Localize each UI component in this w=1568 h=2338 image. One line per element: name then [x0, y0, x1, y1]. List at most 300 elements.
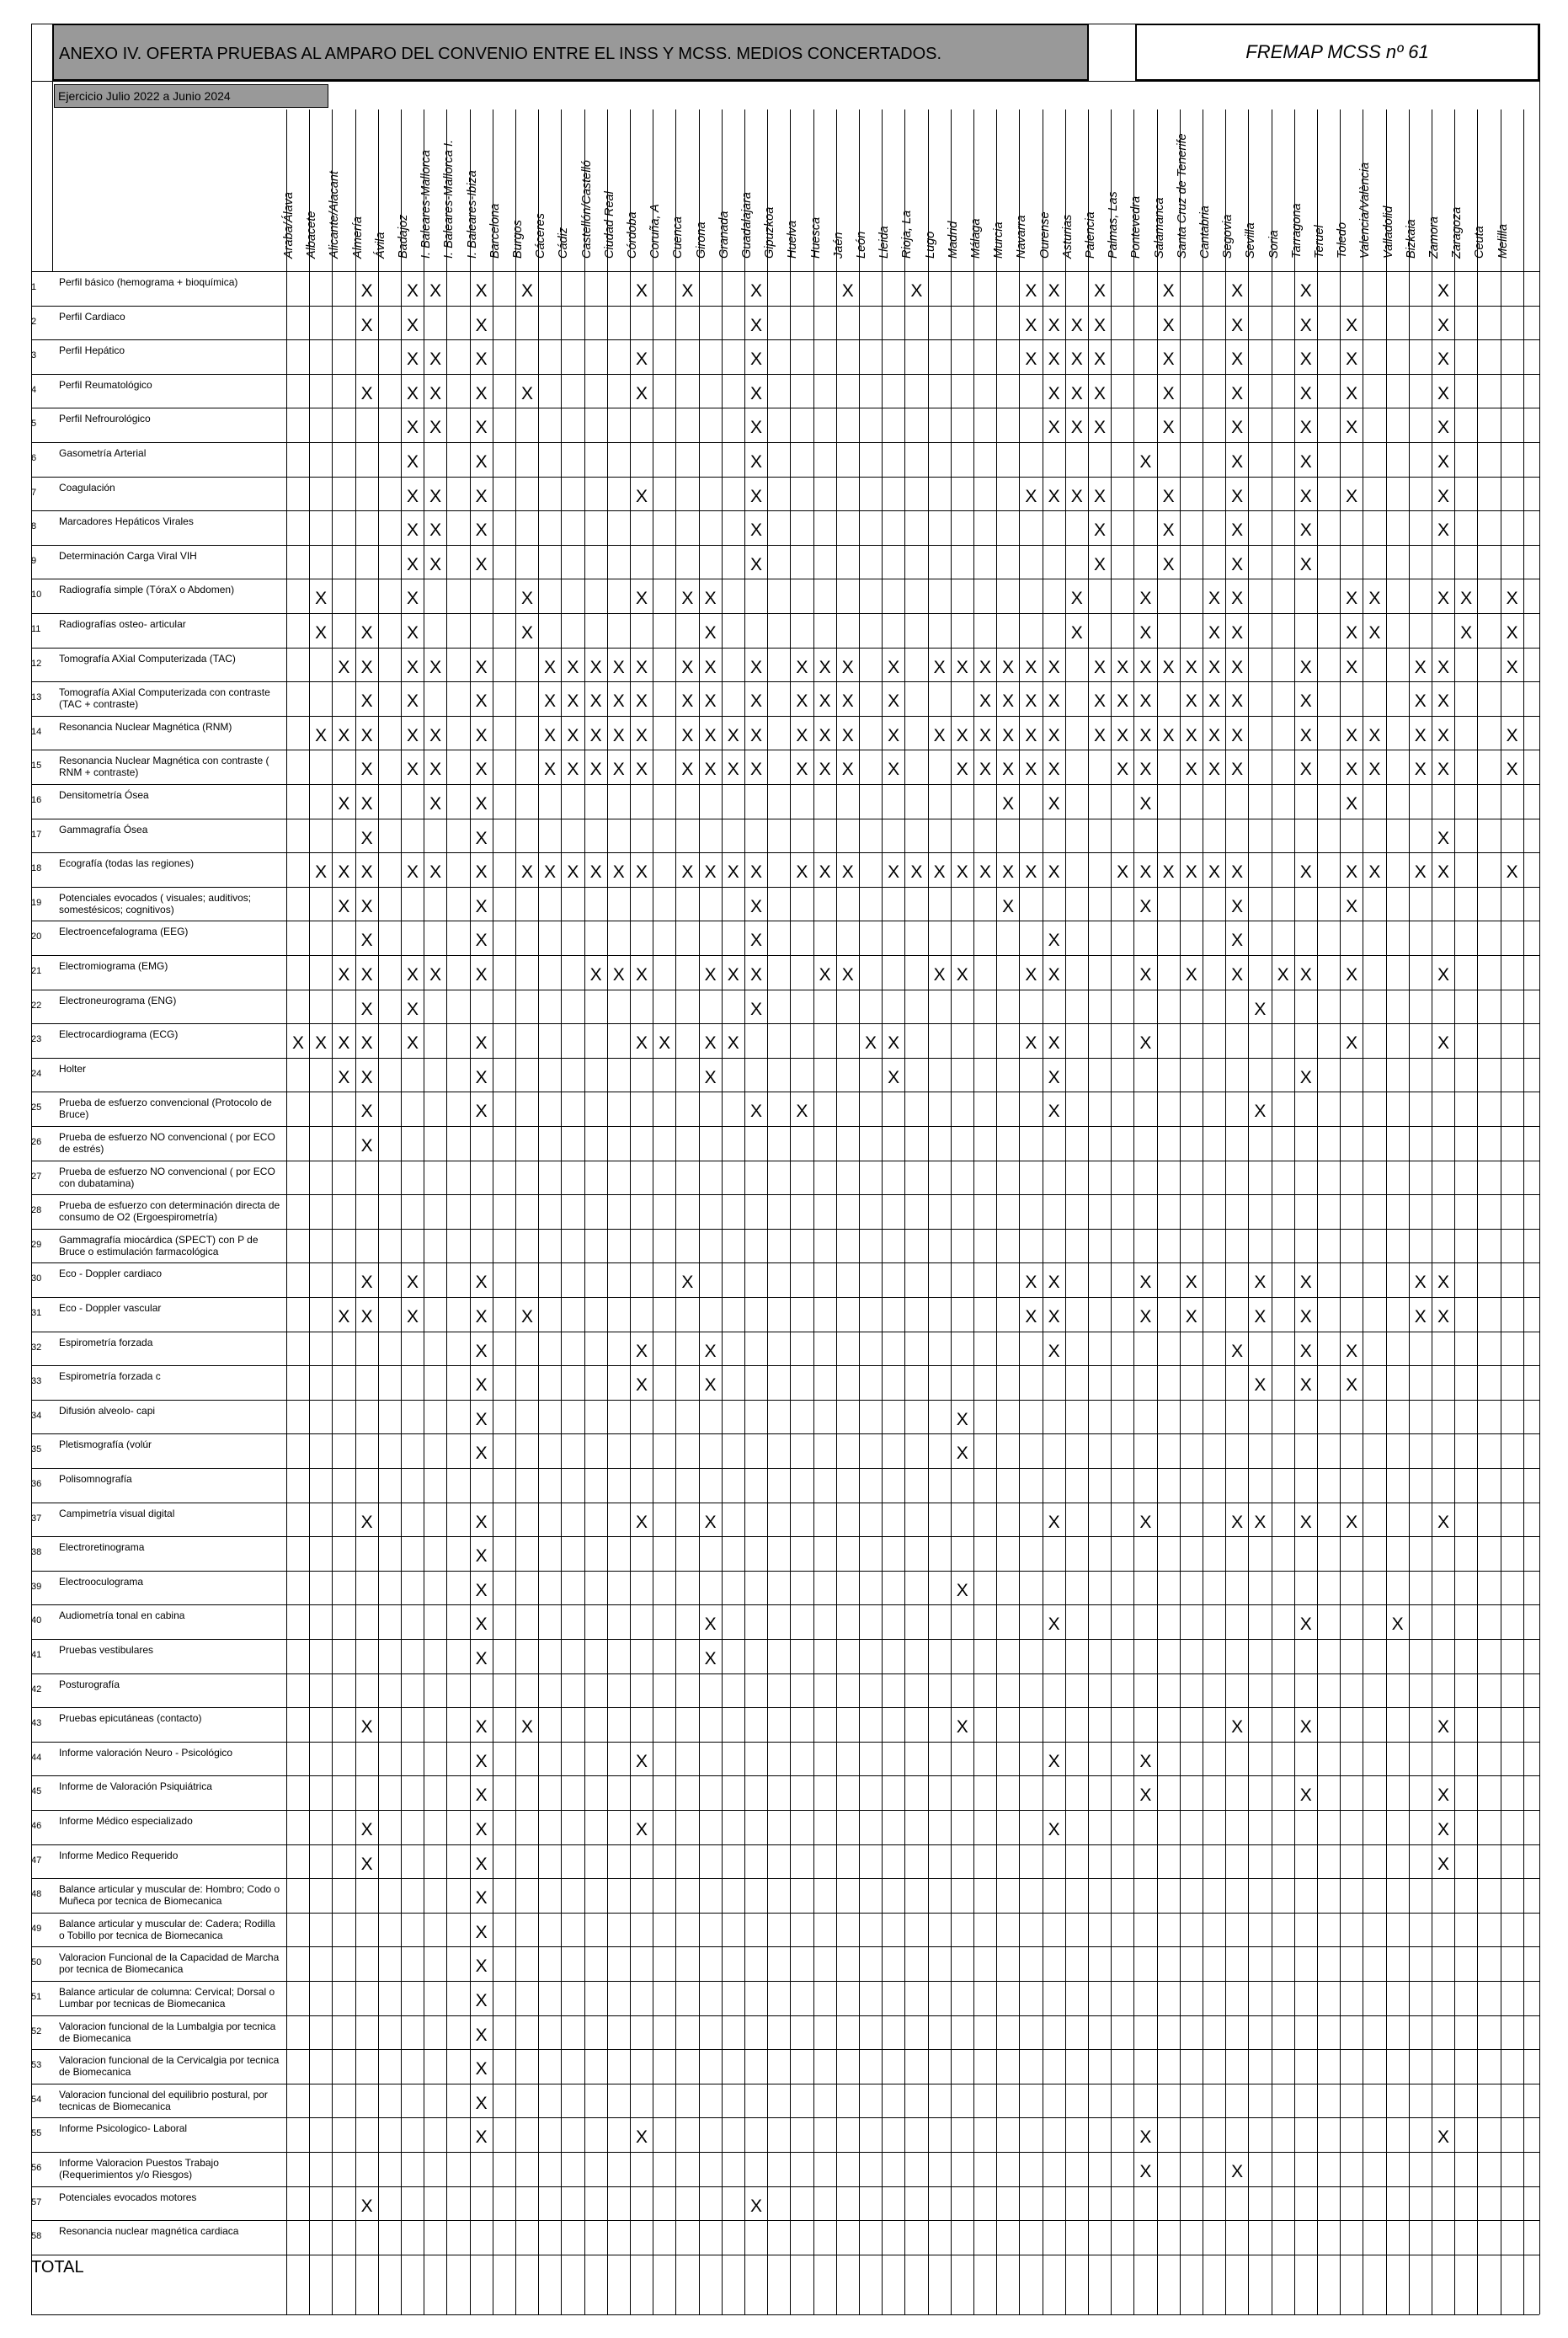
province-name: Guadalajara [740, 192, 754, 259]
province-col-line [1065, 109, 1066, 2314]
offer-mark: X [589, 760, 602, 780]
offer-mark: X [1299, 1273, 1312, 1293]
offer-mark: X [1231, 657, 1244, 677]
offer-mark: X [1231, 486, 1244, 506]
offer-mark: X [1254, 1512, 1267, 1532]
row-label: Resonancia Nuclear Magnética con contraste ( RNM + contraste) [59, 755, 269, 779]
province-name: Ceuta [1473, 226, 1487, 259]
offer-mark: X [1208, 623, 1220, 643]
row-number: 57 [31, 2197, 42, 2207]
table-row-line [31, 681, 1539, 682]
offer-mark: X [406, 725, 419, 745]
offer-mark: X [338, 965, 350, 985]
offer-mark: X [475, 383, 488, 403]
offer-mark: X [429, 520, 442, 541]
offer-mark: X [520, 281, 533, 301]
table-row-line [31, 1023, 1539, 1024]
offer-mark: X [956, 965, 968, 985]
row-number: 56 [31, 2163, 42, 2173]
table-row-line [31, 1810, 1539, 1811]
offer-mark: X [1299, 1615, 1312, 1635]
offer-mark: X [1139, 2162, 1152, 2181]
offer-mark: X [1346, 657, 1358, 677]
row-label: Perfil Hepático [59, 344, 125, 357]
offer-mark: X [1231, 2162, 1244, 2181]
offer-mark: X [475, 1922, 488, 1942]
offer-mark: X [406, 418, 419, 438]
offer-mark: X [1093, 350, 1106, 370]
offer-mark: X [1346, 383, 1358, 403]
offer-mark: X [589, 725, 602, 745]
row-label: Espirometría forzada c [59, 1370, 161, 1383]
period-label: Ejercicio Julio 2022 a Junio 2024 [54, 84, 328, 108]
offer-mark: X [360, 1512, 373, 1532]
row-number: 18 [31, 863, 42, 874]
offer-mark: X [520, 589, 533, 609]
offer-mark: X [315, 862, 328, 883]
province-col-line [1248, 109, 1249, 2314]
row-number: 30 [31, 1273, 42, 1284]
offer-mark: X [1185, 1273, 1197, 1293]
offer-mark: X [360, 1102, 373, 1122]
table-row-line [31, 510, 1539, 511]
row-number: 33 [31, 1376, 42, 1387]
offer-mark: X [338, 657, 350, 677]
table-row-line [31, 1126, 1539, 1127]
offer-mark: X [1070, 589, 1083, 609]
province-col-line [1386, 109, 1387, 2314]
offer-mark: X [1093, 383, 1106, 403]
offer-mark: X [1346, 418, 1358, 438]
row-number: 25 [31, 1102, 42, 1113]
row-number: 3 [31, 350, 37, 361]
offer-mark: X [1139, 589, 1152, 609]
offer-mark: X [1185, 691, 1197, 712]
offer-mark: X [475, 1820, 488, 1839]
offer-mark: X [360, 315, 373, 335]
offer-mark: X [1162, 383, 1175, 403]
offer-mark: X [1117, 691, 1129, 712]
row-number: 15 [31, 761, 42, 771]
offer-mark: X [1025, 691, 1037, 712]
province-name: Valencia/València [1358, 162, 1373, 259]
offer-mark: X [475, 520, 488, 541]
offer-mark: X [475, 1717, 488, 1737]
offer-mark: X [360, 725, 373, 745]
offer-mark: X [1506, 623, 1518, 643]
offer-mark: X [1414, 725, 1427, 745]
offer-mark: X [1048, 1615, 1060, 1635]
offer-mark: X [1231, 520, 1244, 541]
offer-mark: X [1048, 691, 1060, 712]
province-col-line [1180, 109, 1181, 2314]
offer-mark: X [315, 589, 328, 609]
offer-mark: X [1162, 418, 1175, 438]
province-name: Soria [1267, 230, 1281, 259]
row-label: Pletismografía (volúr [59, 1439, 152, 1451]
row-number: 4 [31, 384, 37, 395]
province-name: Cádiz [557, 227, 571, 259]
province-name: Cáceres [534, 213, 548, 259]
offer-mark: X [360, 1854, 373, 1874]
table-row-line [31, 1058, 1539, 1059]
offer-mark: X [727, 862, 739, 883]
table-row-line [31, 1365, 1539, 1366]
offer-mark: X [429, 486, 442, 506]
row-number: 21 [31, 966, 42, 976]
offer-mark: X [681, 691, 694, 712]
offer-mark: X [475, 1751, 488, 1771]
offer-mark: X [888, 1033, 900, 1054]
offer-mark: X [704, 623, 717, 643]
offer-mark: X [1093, 281, 1106, 301]
offer-mark: X [1139, 691, 1152, 712]
row-number: 32 [31, 1342, 42, 1353]
offer-mark: X [933, 725, 946, 745]
row-number: 24 [31, 1068, 42, 1079]
offer-mark: X [749, 2196, 762, 2216]
annex-title: ANEXO IV. OFERTA PRUEBAS AL AMPARO DEL CONVENIO ENTRE EL INSS Y MCSS. MEDIOS CONCERTADOS. [52, 24, 1089, 81]
offer-mark: X [1299, 418, 1312, 438]
province-name: Albacete [305, 211, 319, 259]
province-col-line [882, 109, 883, 2314]
offer-mark: X [429, 554, 442, 574]
offer-mark: X [429, 383, 442, 403]
province-col-line [722, 109, 723, 2314]
offer-mark: X [979, 657, 991, 677]
offer-mark: X [1437, 589, 1449, 609]
row-number: 52 [31, 2026, 42, 2036]
offer-mark: X [864, 1033, 877, 1054]
row-number: 14 [31, 726, 42, 737]
offer-mark: X [1025, 1033, 1037, 1054]
offer-mark: X [1254, 1102, 1267, 1122]
province-col-line [607, 109, 608, 2314]
offer-mark: X [406, 1307, 419, 1326]
offer-mark: X [406, 589, 419, 609]
offer-mark: X [1346, 486, 1358, 506]
offer-mark: X [1185, 657, 1197, 677]
row-number: 41 [31, 1650, 42, 1660]
offer-mark: X [1437, 1854, 1449, 1874]
offer-mark: X [360, 760, 373, 780]
offer-mark: X [1048, 315, 1060, 335]
offer-mark: X [1299, 1717, 1312, 1737]
offer-mark: X [681, 589, 694, 609]
row-label: Balance articular y muscular de: Cadera; Rodilla o Tobillo por tecnica de Biomecanica [59, 1917, 275, 1941]
offer-mark: X [1414, 862, 1427, 883]
offer-mark: X [1139, 760, 1152, 780]
offer-mark: X [749, 554, 762, 574]
province-col-line [675, 109, 676, 2314]
offer-mark: X [956, 725, 968, 745]
offer-mark: X [1299, 691, 1312, 712]
table-row-line [31, 1878, 1539, 1879]
table-row-line [31, 1946, 1539, 1947]
offer-mark: X [659, 1033, 671, 1054]
province-name: Salamanca [1152, 197, 1166, 259]
offer-mark: X [1231, 554, 1244, 574]
offer-mark: X [338, 794, 350, 814]
offer-mark: X [1139, 452, 1152, 472]
table-row-line [31, 613, 1539, 614]
offer-mark: X [704, 965, 717, 985]
offer-mark: X [475, 1580, 488, 1600]
offer-mark: X [1025, 1307, 1037, 1326]
offer-mark: X [1299, 1067, 1312, 1087]
row-label: Informe de Valoración Psiquiátrica [59, 1780, 212, 1793]
row-label: Potenciales evocados motores [59, 2191, 197, 2203]
offer-mark: X [338, 1067, 350, 1087]
offer-mark: X [635, 657, 648, 677]
offer-mark: X [796, 1102, 808, 1122]
offer-mark: X [1048, 862, 1060, 883]
offer-mark: X [749, 760, 762, 780]
row-label: Perfil Reumatológico [59, 378, 152, 391]
offer-mark: X [544, 691, 557, 712]
offer-mark: X [520, 1307, 533, 1326]
offer-mark: X [1414, 691, 1427, 712]
offer-mark: X [1368, 862, 1381, 883]
offer-mark: X [1139, 2127, 1152, 2148]
row-label: Informe Médico especializado [59, 1815, 193, 1827]
offer-mark: X [704, 862, 717, 883]
row-number: 29 [31, 1239, 42, 1250]
offer-mark: X [704, 1615, 717, 1635]
offer-mark: X [1437, 965, 1449, 985]
offer-mark: X [933, 657, 946, 677]
offer-mark: X [1299, 1375, 1312, 1396]
offer-mark: X [1299, 965, 1312, 985]
offer-mark: X [888, 657, 900, 677]
offer-mark: X [475, 2127, 488, 2148]
row-label: Valoracion Funcional de la Capacidad de Marcha por tecnica de Biomecanica [59, 1951, 280, 1976]
table-row-line [31, 1400, 1539, 1401]
offer-mark: X [291, 1033, 304, 1054]
offer-mark: X [1162, 725, 1175, 745]
offer-mark: X [1070, 350, 1083, 370]
offer-mark: X [1093, 554, 1106, 574]
offer-mark: X [1346, 760, 1358, 780]
offer-mark: X [1025, 350, 1037, 370]
row-number: 55 [31, 2128, 42, 2139]
offer-mark: X [360, 691, 373, 712]
offer-mark: X [1139, 965, 1152, 985]
offer-mark: X [1048, 1102, 1060, 1122]
offer-mark: X [1139, 1512, 1152, 1532]
offer-mark: X [1048, 350, 1060, 370]
offer-mark: X [956, 1717, 968, 1737]
offer-mark: X [1437, 281, 1449, 301]
offer-mark: X [1231, 452, 1244, 472]
offer-mark: X [475, 1341, 488, 1361]
offer-mark: X [1162, 862, 1175, 883]
row-number: 27 [31, 1171, 42, 1182]
province-name: Cantabria [1198, 206, 1212, 259]
province-name: Ciudad Real [602, 191, 616, 259]
offer-mark: X [749, 486, 762, 506]
offer-mark: X [635, 725, 648, 745]
offer-mark: X [429, 965, 442, 985]
offer-mark: X [727, 1033, 739, 1054]
offer-mark: X [749, 691, 762, 712]
offer-mark: X [749, 725, 762, 745]
offer-mark: X [360, 1307, 373, 1326]
table-row-line [31, 1707, 1539, 1708]
offer-mark: X [1437, 862, 1449, 883]
offer-mark: X [749, 657, 762, 677]
offer-mark: X [1231, 965, 1244, 985]
offer-mark: X [1346, 1341, 1358, 1361]
offer-mark: X [567, 657, 579, 677]
offer-mark: X [406, 965, 419, 985]
header-bottom-line [31, 271, 1539, 272]
offer-mark: X [635, 1341, 648, 1361]
province-col-line [951, 109, 952, 2314]
offer-mark: X [1048, 383, 1060, 403]
offer-mark: X [1346, 794, 1358, 814]
offer-mark: X [1048, 760, 1060, 780]
offer-mark: X [1002, 657, 1015, 677]
offer-mark: X [749, 418, 762, 438]
province-col-line [561, 109, 562, 2314]
province-name: Tarragona [1289, 203, 1304, 259]
offer-mark: X [979, 725, 991, 745]
table-row-line [31, 1775, 1539, 1776]
offer-mark: X [338, 1307, 350, 1326]
province-name: Ávila [373, 232, 387, 259]
province-name: Barcelona [488, 203, 502, 259]
offer-mark: X [1391, 1615, 1404, 1635]
offer-mark: X [360, 1136, 373, 1156]
province-col-line [378, 109, 379, 2314]
province-col-line [332, 109, 333, 2314]
offer-mark: X [1506, 760, 1518, 780]
offer-mark: X [1048, 1033, 1060, 1054]
province-name: Teruel [1313, 225, 1326, 259]
row-number: 7 [31, 487, 37, 498]
row-label: Marcadores Hepáticos Virales [59, 515, 194, 528]
row-label: Gammagrafía miocárdica (SPECT) con P de Bruce o estimulación farmacológica [59, 1233, 259, 1257]
offer-mark: X [749, 383, 762, 403]
offer-mark: X [1231, 1341, 1244, 1361]
offer-mark: X [819, 965, 831, 985]
offer-mark: X [406, 760, 419, 780]
offer-mark: X [429, 794, 442, 814]
offer-mark: X [681, 760, 694, 780]
province-name: Málaga [969, 218, 983, 259]
row-number: 45 [31, 1786, 42, 1797]
offer-mark: X [704, 691, 717, 712]
offer-mark: X [749, 896, 762, 916]
row-label: Prueba de esfuerzo con determinación directa de consumo de O2 (Ergoespirometría) [59, 1199, 280, 1224]
offer-mark: X [544, 657, 557, 677]
offer-mark: X [1048, 1512, 1060, 1532]
offer-mark: X [749, 965, 762, 985]
offer-mark: X [749, 281, 762, 301]
province-col-line [813, 109, 814, 2314]
row-label: Tomografía AXial Computerizada con contraste (TAC + contraste) [59, 686, 270, 711]
offer-mark: X [1139, 862, 1152, 883]
offer-mark: X [1231, 589, 1244, 609]
offer-mark: X [589, 691, 602, 712]
offer-mark: X [1437, 1512, 1449, 1532]
province-col-line [1317, 109, 1318, 2314]
offer-mark: X [1139, 623, 1152, 643]
offer-mark: X [429, 760, 442, 780]
offer-mark: X [1162, 350, 1175, 370]
offer-mark: X [1231, 418, 1244, 438]
offer-mark: X [704, 589, 717, 609]
offer-mark: X [749, 999, 762, 1019]
row-label: Prueba de esfuerzo NO convencional ( por ECO de estrés) [59, 1131, 275, 1155]
offer-mark: X [1139, 725, 1152, 745]
offer-mark: X [1025, 657, 1037, 677]
table-row-line [31, 306, 1539, 307]
label-col-guide [52, 81, 53, 271]
offer-mark: X [475, 315, 488, 335]
offer-mark: X [749, 862, 762, 883]
offer-mark: X [1162, 657, 1175, 677]
offer-mark: X [612, 965, 625, 985]
offer-mark: X [360, 623, 373, 643]
row-label: Electroencefalograma (EEG) [59, 926, 189, 938]
offer-mark: X [1231, 725, 1244, 745]
offer-mark: X [406, 657, 419, 677]
offer-mark: X [1002, 691, 1015, 712]
offer-mark: X [1299, 657, 1312, 677]
offer-mark: X [1048, 931, 1060, 951]
province-col-line [1294, 109, 1295, 2314]
offer-mark: X [1368, 623, 1381, 643]
row-number: 20 [31, 931, 42, 942]
offer-mark: X [704, 1649, 717, 1668]
offer-mark: X [475, 1512, 488, 1532]
table-row-line [31, 442, 1539, 443]
offer-mark: X [338, 725, 350, 745]
offer-mark: X [1437, 691, 1449, 712]
offer-mark: X [1117, 725, 1129, 745]
offer-mark: X [1368, 589, 1381, 609]
row-label: Potenciales evocados ( visuales; auditivos; somestésicos; cognitivos) [59, 891, 252, 915]
row-number: 58 [31, 2231, 42, 2242]
offer-mark: X [567, 691, 579, 712]
offer-mark: X [727, 965, 739, 985]
table-row-line [31, 1433, 1539, 1434]
province-col-line [1133, 109, 1134, 2314]
offer-mark: X [475, 725, 488, 745]
province-col-line [1454, 109, 1455, 2314]
province-name: Huesca [808, 216, 823, 259]
row-number: 16 [31, 795, 42, 805]
row-number: 19 [31, 897, 42, 908]
row-number: 10 [31, 590, 42, 601]
offer-mark: X [1346, 725, 1358, 745]
row-label: Balance articular de columna: Cervical; Dorsal o Lumbar por tecnicas de Biomecanica [59, 1986, 275, 2010]
row-number: 37 [31, 1513, 42, 1524]
offer-mark: X [749, 350, 762, 370]
offer-mark: X [1437, 828, 1449, 848]
offer-mark: X [956, 1444, 968, 1464]
offer-mark: X [1093, 657, 1106, 677]
offer-mark: X [475, 554, 488, 574]
offer-mark: X [635, 1512, 648, 1532]
table-row-line [31, 1981, 1539, 1982]
offer-mark: X [635, 862, 648, 883]
offer-mark: X [1346, 1033, 1358, 1054]
table-row-line [31, 648, 1539, 649]
offer-mark: X [1208, 691, 1220, 712]
